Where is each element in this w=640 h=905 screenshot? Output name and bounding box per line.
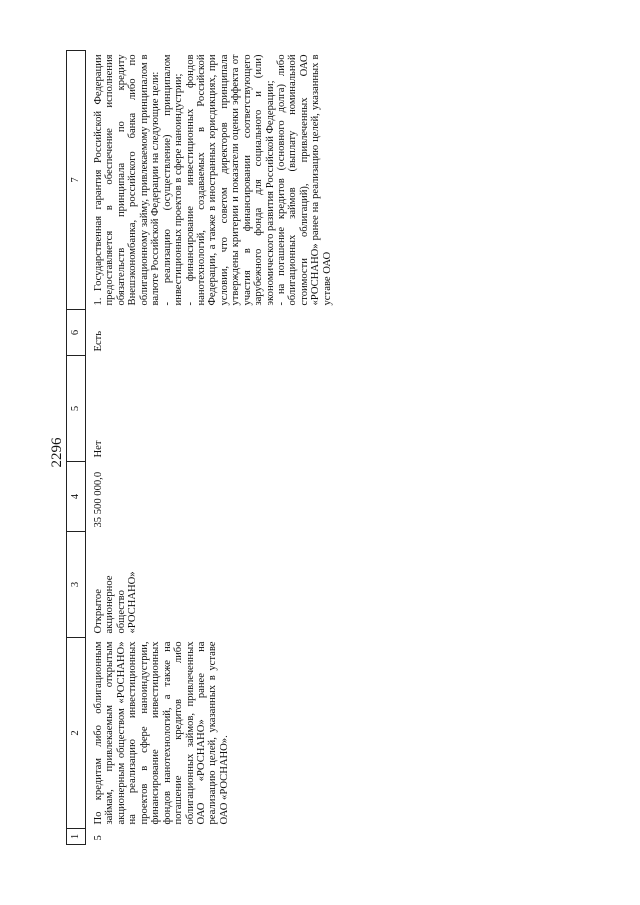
column-header-2: 2 xyxy=(67,638,86,829)
condition-paragraph: - на погашение кредитов (основного долга) либо облигационных займов (выплату номинальной стоимости облигаций), привлеченных ОАО «РОСНАНО» ранее на реализацию целей, указанных в уставе ОАО xyxy=(276,54,333,306)
guarantee-table xyxy=(66,50,333,845)
column-header-5: 5 xyxy=(67,356,86,462)
page-number: 2296 xyxy=(49,437,65,468)
row-number: 5 xyxy=(93,835,104,841)
table-header-row xyxy=(67,51,86,845)
condition-paragraph: - финансирование инвестиционных фондов нанотехнологий, создаваемых в Российской Федерации, а также в иностранных юрисдикциях, при условии, что советом директоров принципала утверждены критерии и показатели оценки эффекта от участия в финансировании соответствующего зарубежного фонда для социального и (или) экономического развития Российской Федерации; xyxy=(184,54,276,306)
guarantee-amount: 35 500 000,0 xyxy=(93,471,104,528)
guarantee-conditions xyxy=(86,51,334,310)
collateral-check: Есть xyxy=(93,330,104,352)
guarantee-purpose: По кредитам либо облигационным займам, привлекаемым открытым акционерным обществом «РОСНАНО» на реализацию инвестиционных проектов в сфере наноиндустрии, финансирование инвестиционных фондов нанотехнологий, а также на погашение кредитов либо облигационных займов, привлеченных ОАО «РОСНАНО» ранее на реализацию целей, указанных в уставе ОАО «РОСНАНО». xyxy=(93,641,230,825)
condition-paragraph: - реализацию (осуществление) принципалом инвестиционных проектов в сфере наноиндустрии; xyxy=(161,54,185,306)
column-header-3: 3 xyxy=(67,532,86,638)
column-header-4: 4 xyxy=(67,462,86,532)
column-header-1: 1 xyxy=(67,829,86,845)
condition-paragraph: 1. Государственная гарантия Российской Федерации предоставляется в обеспечение исполнения обязательств принципала по кредиту Внешэкономбанка, российского банка либо по облигационному займу, привлекаемому принципалом в валюте Российской Федерации на следующие цели: xyxy=(93,54,162,306)
column-header-7: 7 xyxy=(67,51,86,310)
column-header-6: 6 xyxy=(67,310,86,356)
regress-right: Нет xyxy=(93,440,104,458)
table-row xyxy=(86,51,334,845)
principal-name: Открытое акционерное общество «РОСНАНО» xyxy=(93,571,139,634)
